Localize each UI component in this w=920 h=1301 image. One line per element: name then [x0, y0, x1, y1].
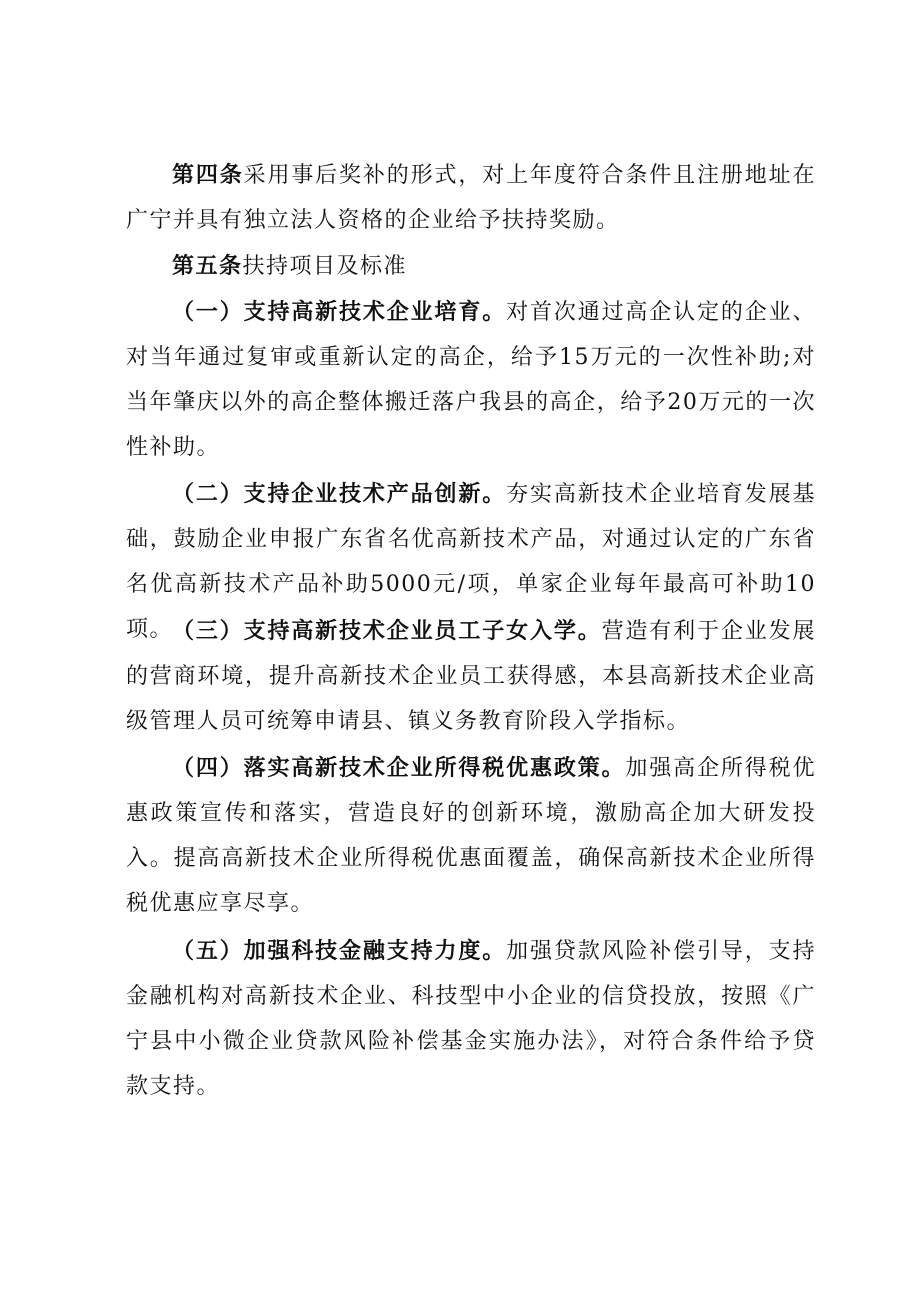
item-3-heading: （三）支持高新技术企业员工子女入学。: [172, 619, 602, 644]
item-1-paragraph: [126, 290, 816, 470]
item-1-text: 对首次通过高企认定的企业、对当年通过复审或重新认定的高企，给予15万元的一次性补助;对当年肇庆以外的高企整体搬迁落户我县的高企，给予20万元的一次性补助。: [126, 300, 816, 460]
item-3-paragraph: [126, 609, 816, 744]
article-4-paragraph: [126, 153, 816, 243]
article-5-heading: 第五条: [172, 254, 243, 279]
item-5-paragraph: [126, 929, 816, 1109]
article-4-heading: 第四条: [172, 163, 244, 188]
article-5-paragraph: [126, 244, 816, 289]
item-2-heading: （二）支持企业技术产品创新。: [172, 482, 507, 507]
item-4-text: 加强高企所得税优惠政策宣传和落实，营造良好的创新环境，激励高企加大研发投入。提高高新技术企业所得税优惠面覆盖，确保高新技术企业所得税优惠应享尽享。: [126, 756, 816, 916]
item-1-heading: （一）支持高新技术企业培育。: [172, 300, 507, 325]
item-4-heading: （四）落实高新技术企业所得税优惠政策。: [172, 756, 626, 781]
item-5-text: 加强贷款风险补偿引导，支持金融机构对高新技术企业、科技型中小企业的信贷投放，按照《广宁县中小微企业贷款风险补偿基金实施办法》，对符合条件给予贷款支持。: [126, 939, 816, 1099]
item-3-text: 营造有利于企业发展的营商环境，提升高新技术企业员工获得感，本县高新技术企业高级管理人员可统筹申请县、镇义务教育阶段入学指标。: [126, 619, 816, 734]
article-5-text: 扶持项目及标准: [242, 254, 408, 279]
item-2-text: 夯实高新技术企业培育发展基础，鼓励企业申报广东省名优高新技术产品，对通过认定的广东省名优高新技术产品补助5000元/项，单家企业每年最高可补助10项。: [126, 482, 816, 642]
item-4-paragraph: [126, 746, 816, 926]
article-4-text: 采用事后奖补的形式，对上年度符合条件且注册地址在广宁并具有独立法人资格的企业给予扶持奖励。: [126, 163, 816, 233]
item-5-heading: （五）加强科技金融支持力度。: [172, 939, 507, 964]
